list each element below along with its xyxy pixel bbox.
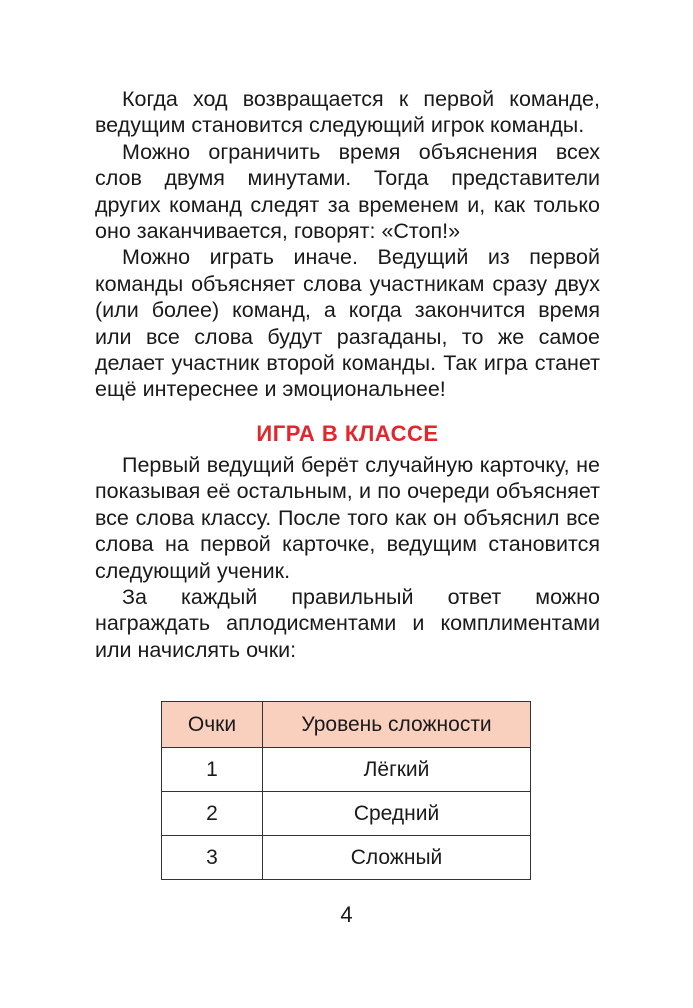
table-cell-points: 2 xyxy=(162,792,263,836)
table-cell-difficulty: Сложный xyxy=(263,836,531,880)
paragraph: Когда ход возвращается к первой команде, ведущим становится следующий игрок команды. xyxy=(95,87,600,138)
page-number: 4 xyxy=(340,902,353,927)
table-cell-difficulty: Лёгкий xyxy=(263,748,531,792)
table-header-row xyxy=(162,702,531,748)
paragraph: Первый ведущий берёт случайную карточку, не показывая её остальным, и по очереди объясняет все слова классу. После того как он объяснил все слова на первой карточке, ведущим становится следующий ученик. xyxy=(95,452,600,583)
table-cell-difficulty: Средний xyxy=(263,792,531,836)
body-text xyxy=(95,86,600,663)
table-cell-points: 1 xyxy=(162,748,263,792)
paragraph: Можно ограничить время объяснения всех слов двумя минутами. Тогда представители других команд следят за временем и, как только оно заканчивается, говорят: «Стоп!» xyxy=(95,139,600,244)
paragraph: За каждый правильный ответ можно награждать аплодисментами и комплиментами или начислять очки: xyxy=(95,584,600,662)
column-header-points: Очки xyxy=(162,702,263,748)
column-header-difficulty: Уровень сложности xyxy=(263,702,531,748)
points-table xyxy=(161,701,531,880)
table-row xyxy=(162,836,531,880)
paragraph: Можно играть иначе. Ведущий из первой команды объясняет слова участникам сразу двух (или более) команд, а когда закончится время или все слова будут разгаданы, то же самое делает участник второй команды. Так игра станет ещё интереснее и эмоциональнее! xyxy=(95,245,600,402)
table-cell-points: 3 xyxy=(162,836,263,880)
section-heading: ИГРА В КЛАССЕ xyxy=(256,420,439,446)
table-row xyxy=(162,792,531,836)
table-row xyxy=(162,748,531,792)
